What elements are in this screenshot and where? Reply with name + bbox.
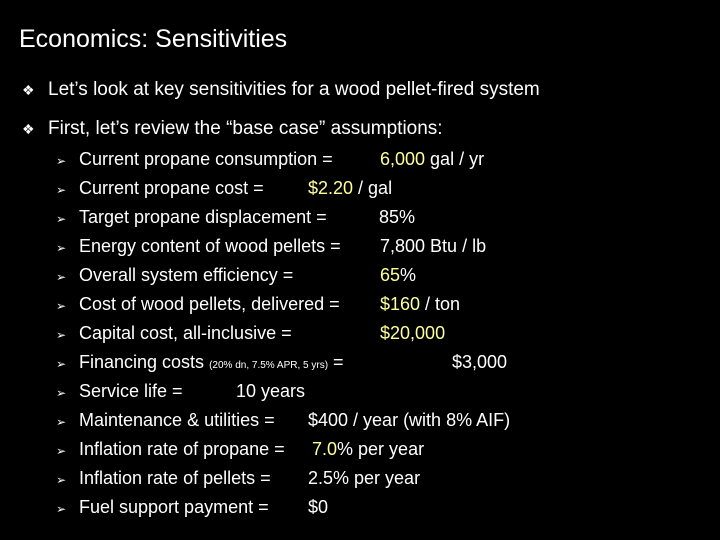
assumption-label: Energy content of wood pellets =: [79, 236, 341, 256]
arrow-bullet-icon: ➢: [56, 241, 67, 255]
arrow-bullet-icon: ➢: [56, 357, 67, 371]
slide-title: Economics: Sensitivities: [19, 25, 288, 53]
assumption-label: Service life =: [79, 381, 183, 401]
arrow-bullet-icon: ➢: [56, 415, 67, 429]
arrow-bullet-icon: ➢: [56, 473, 67, 487]
assumption-value: $160 / ton: [380, 294, 461, 314]
assumption-label: Overall system efficiency =: [79, 265, 294, 285]
assumption-label: Financing costs (20% dn, 7.5% APR, 5 yrs) =: [79, 352, 344, 372]
assumption-value: 6,000 gal / yr: [380, 149, 485, 169]
bullet-text: Let’s look at key sensitivities for a wood pellet-fired system: [48, 79, 540, 100]
arrow-bullet-icon: ➢: [56, 183, 67, 197]
assumption-label: Current propane consumption =: [79, 149, 333, 169]
diamond-bullet-icon: ❖: [22, 121, 35, 137]
diamond-bullet-icon: ❖: [22, 82, 35, 98]
arrow-bullet-icon: ➢: [56, 328, 67, 342]
bullet-text: First, let’s review the “base case” assumptions:: [48, 118, 443, 139]
arrow-bullet-icon: ➢: [56, 444, 67, 458]
arrow-bullet-icon: ➢: [56, 212, 67, 226]
assumption-value: 65%: [380, 265, 417, 285]
assumption-label: Current propane cost =: [79, 178, 264, 198]
assumption-label: Inflation rate of pellets =: [79, 468, 271, 488]
assumption-label: Capital cost, all-inclusive =: [79, 323, 292, 343]
arrow-bullet-icon: ➢: [56, 502, 67, 516]
assumption-value: $20,000: [380, 323, 446, 343]
assumption-value: 7.0% per year: [312, 439, 425, 459]
assumption-value: $0: [308, 497, 329, 517]
arrow-bullet-icon: ➢: [56, 270, 67, 284]
assumption-label: Cost of wood pellets, delivered =: [79, 294, 340, 314]
assumption-value: $2.20 / gal: [308, 178, 393, 198]
assumption-value: 7,800 Btu / lb: [380, 236, 487, 256]
assumption-label: Maintenance & utilities =: [79, 410, 275, 430]
assumption-value: 10 years: [236, 381, 306, 401]
assumption-value: $3,000: [452, 352, 508, 372]
assumption-value: 2.5% per year: [308, 468, 421, 488]
arrow-bullet-icon: ➢: [56, 299, 67, 313]
arrow-bullet-icon: ➢: [56, 386, 67, 400]
assumption-label: Inflation rate of propane =: [79, 439, 285, 459]
arrow-bullet-icon: ➢: [56, 154, 67, 168]
assumption-label: Target propane displacement =: [79, 207, 327, 227]
assumption-label: Fuel support payment =: [79, 497, 269, 517]
assumption-value: 85%: [379, 207, 416, 227]
assumption-value: $400 / year (with 8% AIF): [308, 410, 511, 430]
